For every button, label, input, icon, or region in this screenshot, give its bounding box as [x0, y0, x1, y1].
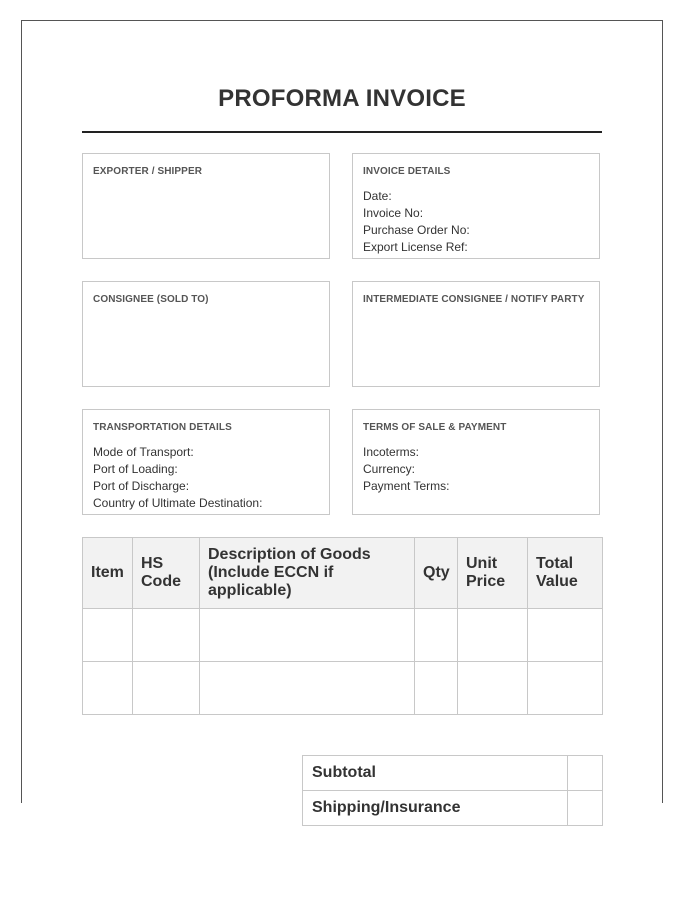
shipping-insurance-label: Shipping/Insurance	[303, 791, 568, 826]
subtotal-row	[303, 756, 603, 791]
table-cell[interactable]	[415, 609, 458, 662]
subtotal-label: Subtotal	[303, 756, 568, 791]
consignee-box	[82, 281, 330, 387]
incoterms-label: Incoterms:	[363, 445, 420, 459]
port-of-discharge-label: Port of Discharge:	[93, 479, 190, 493]
col-header-item: Item	[83, 538, 133, 609]
destination-country-label: Country of Ultimate Destination:	[93, 496, 263, 510]
table-cell[interactable]	[415, 662, 458, 715]
exporter-shipper-box	[82, 153, 330, 259]
table-cell[interactable]	[200, 662, 415, 715]
shipping-insurance-value[interactable]	[568, 791, 603, 826]
exporter-shipper-heading: EXPORTER / SHIPPER	[93, 166, 203, 177]
document-title: PROFORMA INVOICE	[218, 85, 466, 112]
port-of-loading-label: Port of Loading:	[93, 462, 178, 476]
terms-of-sale-heading: TERMS OF SALE & PAYMENT	[363, 422, 507, 433]
subtotal-value[interactable]	[568, 756, 603, 791]
table-row	[83, 609, 603, 662]
totals-table	[302, 755, 603, 826]
table-cell[interactable]	[458, 662, 528, 715]
table-cell[interactable]	[83, 609, 133, 662]
table-cell[interactable]	[200, 609, 415, 662]
invoice-details-heading: INVOICE DETAILS	[363, 166, 451, 177]
col-header-hs-code: HS Code	[133, 538, 200, 609]
title-divider	[82, 131, 602, 133]
table-cell[interactable]	[83, 662, 133, 715]
goods-table-header-row	[83, 538, 603, 609]
export-license-label: Export License Ref:	[363, 240, 468, 254]
table-row	[83, 662, 603, 715]
mode-of-transport-label: Mode of Transport:	[93, 445, 194, 459]
consignee-heading: CONSIGNEE (SOLD TO)	[93, 294, 209, 305]
col-header-qty: Qty	[415, 538, 458, 609]
col-header-total-value: Total Value	[528, 538, 603, 609]
table-cell[interactable]	[458, 609, 528, 662]
table-cell[interactable]	[528, 609, 603, 662]
table-cell[interactable]	[133, 609, 200, 662]
table-cell[interactable]	[133, 662, 200, 715]
col-header-unit-price: Unit Price	[458, 538, 528, 609]
currency-label: Currency:	[363, 462, 416, 476]
invoice-page	[21, 20, 663, 816]
payment-terms-label: Payment Terms:	[363, 479, 450, 493]
terms-of-sale-box	[352, 409, 600, 515]
intermediate-consignee-heading: INTERMEDIATE CONSIGNEE / NOTIFY PARTY	[363, 294, 585, 305]
transportation-details-heading: TRANSPORTATION DETAILS	[93, 422, 232, 433]
shipping-insurance-row	[303, 791, 603, 826]
col-header-description: Description of Goods (Include ECCN if applicable)	[200, 538, 415, 609]
intermediate-consignee-box	[352, 281, 600, 387]
purchase-order-label: Purchase Order No:	[363, 223, 470, 237]
goods-table	[82, 537, 603, 715]
table-cell[interactable]	[528, 662, 603, 715]
invoice-date-label: Date:	[363, 189, 392, 203]
invoice-details-box	[352, 153, 600, 259]
invoice-number-label: Invoice No:	[363, 206, 424, 220]
transportation-details-box	[82, 409, 330, 515]
